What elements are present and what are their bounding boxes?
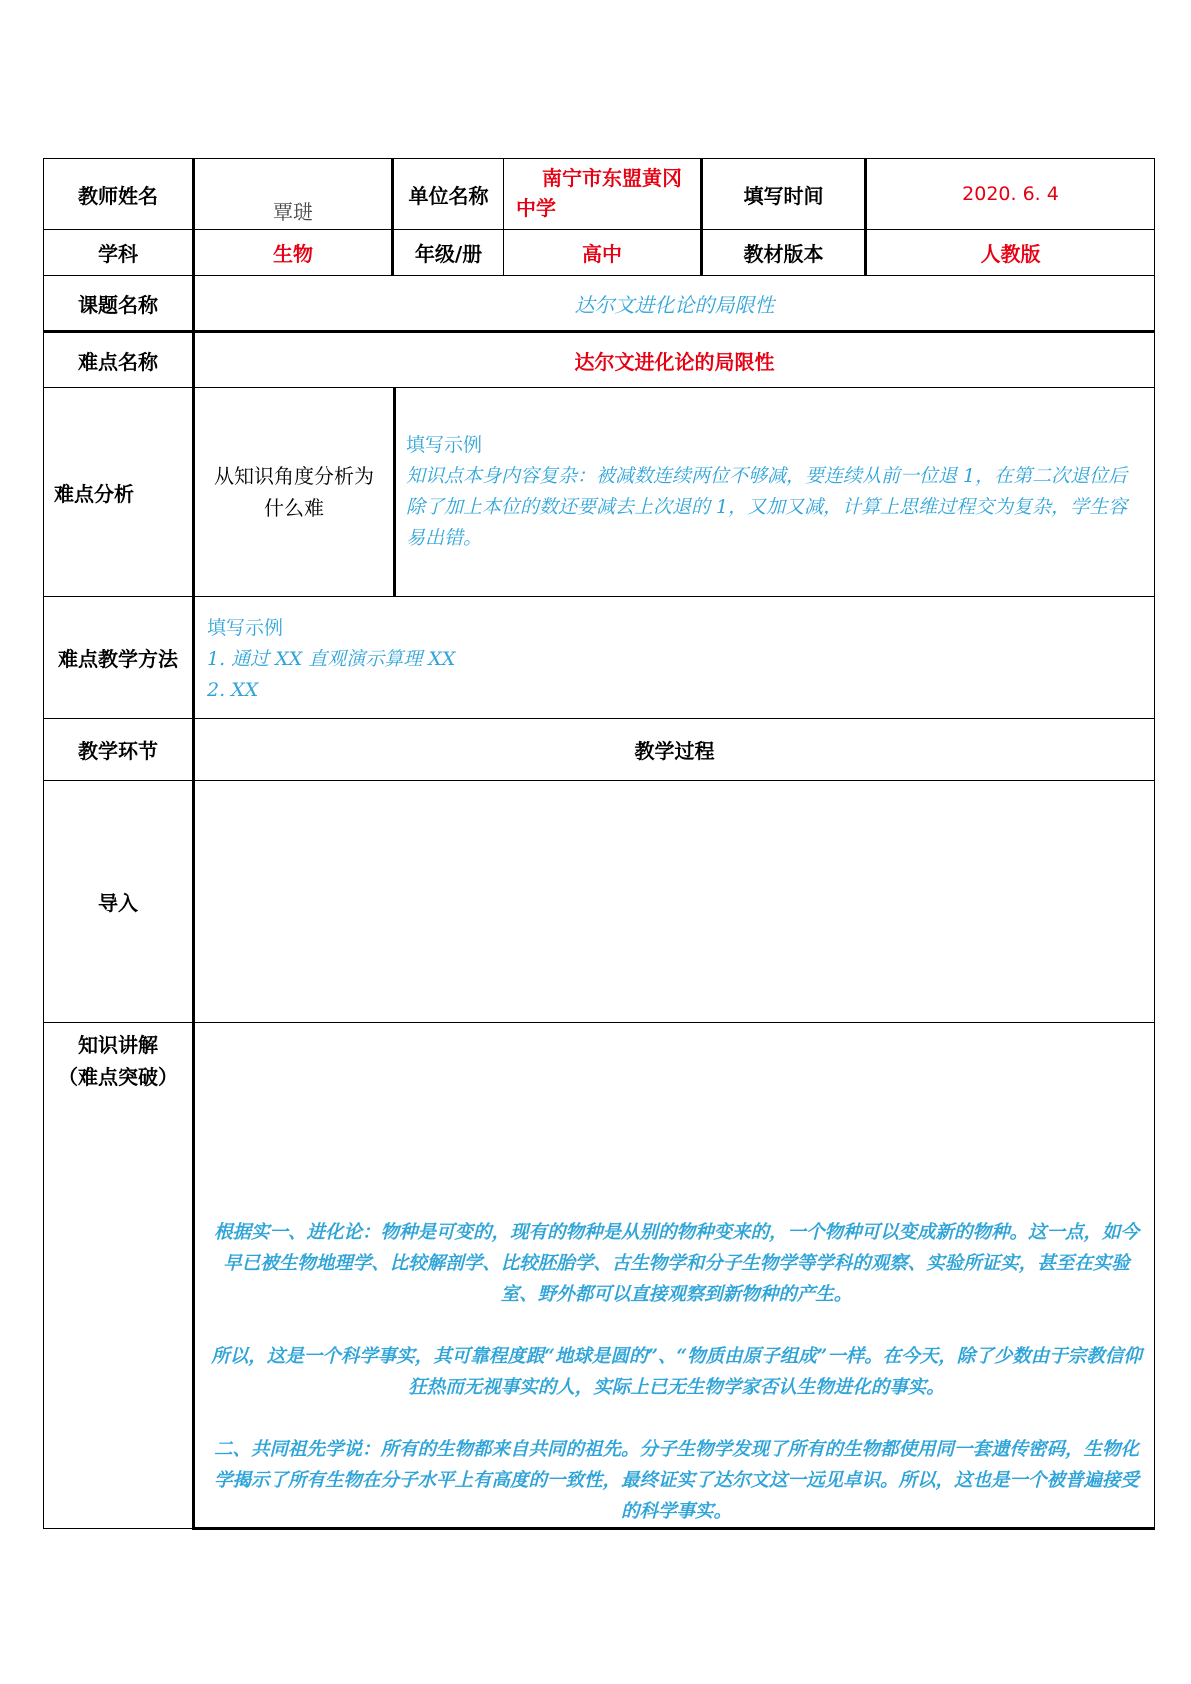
method-row — [44, 597, 1155, 719]
time-value: 2020. 6. 4 — [866, 159, 1155, 230]
lesson-form — [43, 158, 1154, 1530]
method-item-2: 2. XX — [207, 679, 259, 701]
method-label: 难点教学方法 — [44, 597, 194, 719]
header-row-1 — [44, 159, 1155, 230]
edition-value: 人教版 — [866, 230, 1155, 276]
knowledge-paragraph-1: 根据实一、进化论：物种是可变的，现有的物种是从别的物种变来的，一个物种可以变成新的物种。这一点，如今早已被生物地理学、比较解剖学、比较胚胎学、古生物学和分子生物学等学科的观察、实验所证实，甚至在实验室、野外都可以直接观察到新物种的产生。 — [213, 1222, 1139, 1305]
edition-label: 教材版本 — [702, 230, 866, 276]
intro-row — [44, 781, 1155, 1023]
subject-label: 学科 — [44, 230, 194, 276]
analysis-example-text: 知识点本身内容复杂：被减数连续两位不够减，要连续从前一位退 1，在第二次退位后除了加上本位的数还要减去上次退的 1，又加又减，计算上思维过程交为复杂，学生容易出错。 — [406, 465, 1128, 549]
header-row-2 — [44, 230, 1155, 276]
topic-row — [44, 276, 1155, 332]
knowledge-paragraph-3: 二、共同祖先学说：所有的生物都来自共同的祖先。分子生物学发现了所有的生物都使用同一套遗传密码，生物化学揭示了所有生物在分子水平上有高度的一致性，最终证实了达尔文这一远见卓识。所以，这也是一个被普遍接受的科学事实。 — [213, 1439, 1139, 1522]
process-label: 教学过程 — [194, 719, 1155, 781]
grade-label: 年级/册 — [393, 230, 504, 276]
section-label: 教学环节 — [44, 719, 194, 781]
knowledge-label-line-2: （难点突破） — [58, 1065, 178, 1089]
teacher-label: 教师姓名 — [44, 159, 194, 230]
analysis-label: 难点分析 — [44, 388, 194, 597]
difficulty-value: 达尔文进化论的局限性 — [194, 332, 1155, 388]
knowledge-content — [194, 1023, 1155, 1529]
topic-value: 达尔文进化论的局限性 — [194, 276, 1155, 332]
analysis-sub-label: 从知识角度分析为什么难 — [195, 388, 396, 596]
lesson-table — [43, 158, 1155, 1530]
knowledge-paragraph-2: 所以，这是一个科学事实，其可靠程度跟“地球是圆的”、“物质由原子组成”一样。在今天，除了少数由于宗教信仰狂热而无视事实的人，实际上已无生物学家否认生物进化的事实。 — [211, 1346, 1142, 1398]
method-item-1: 1. 通过 XX 直观演示算理 XX — [207, 648, 456, 670]
difficulty-row — [44, 332, 1155, 388]
intro-label: 导入 — [44, 781, 194, 1023]
teacher-value: 覃琎 — [194, 159, 393, 230]
knowledge-row — [44, 1023, 1155, 1529]
method-example-title: 填写示例 — [207, 617, 284, 639]
unit-label: 单位名称 — [393, 159, 504, 230]
knowledge-label-line-1: 知识讲解 — [78, 1033, 158, 1057]
method-cell — [194, 597, 1155, 719]
analysis-cell — [194, 388, 1155, 597]
intro-content — [194, 781, 1155, 1023]
difficulty-label: 难点名称 — [44, 332, 194, 388]
analysis-example — [396, 388, 1154, 596]
topic-label: 课题名称 — [44, 276, 194, 332]
subject-value: 生物 — [194, 230, 393, 276]
knowledge-label — [44, 1023, 194, 1529]
process-header-row — [44, 719, 1155, 781]
analysis-example-title: 填写示例 — [406, 434, 483, 456]
grade-value: 高中 — [504, 230, 702, 276]
analysis-row — [44, 388, 1155, 597]
time-label: 填写时间 — [702, 159, 866, 230]
unit-value: 南宁市东盟黄冈中学 — [504, 159, 702, 230]
